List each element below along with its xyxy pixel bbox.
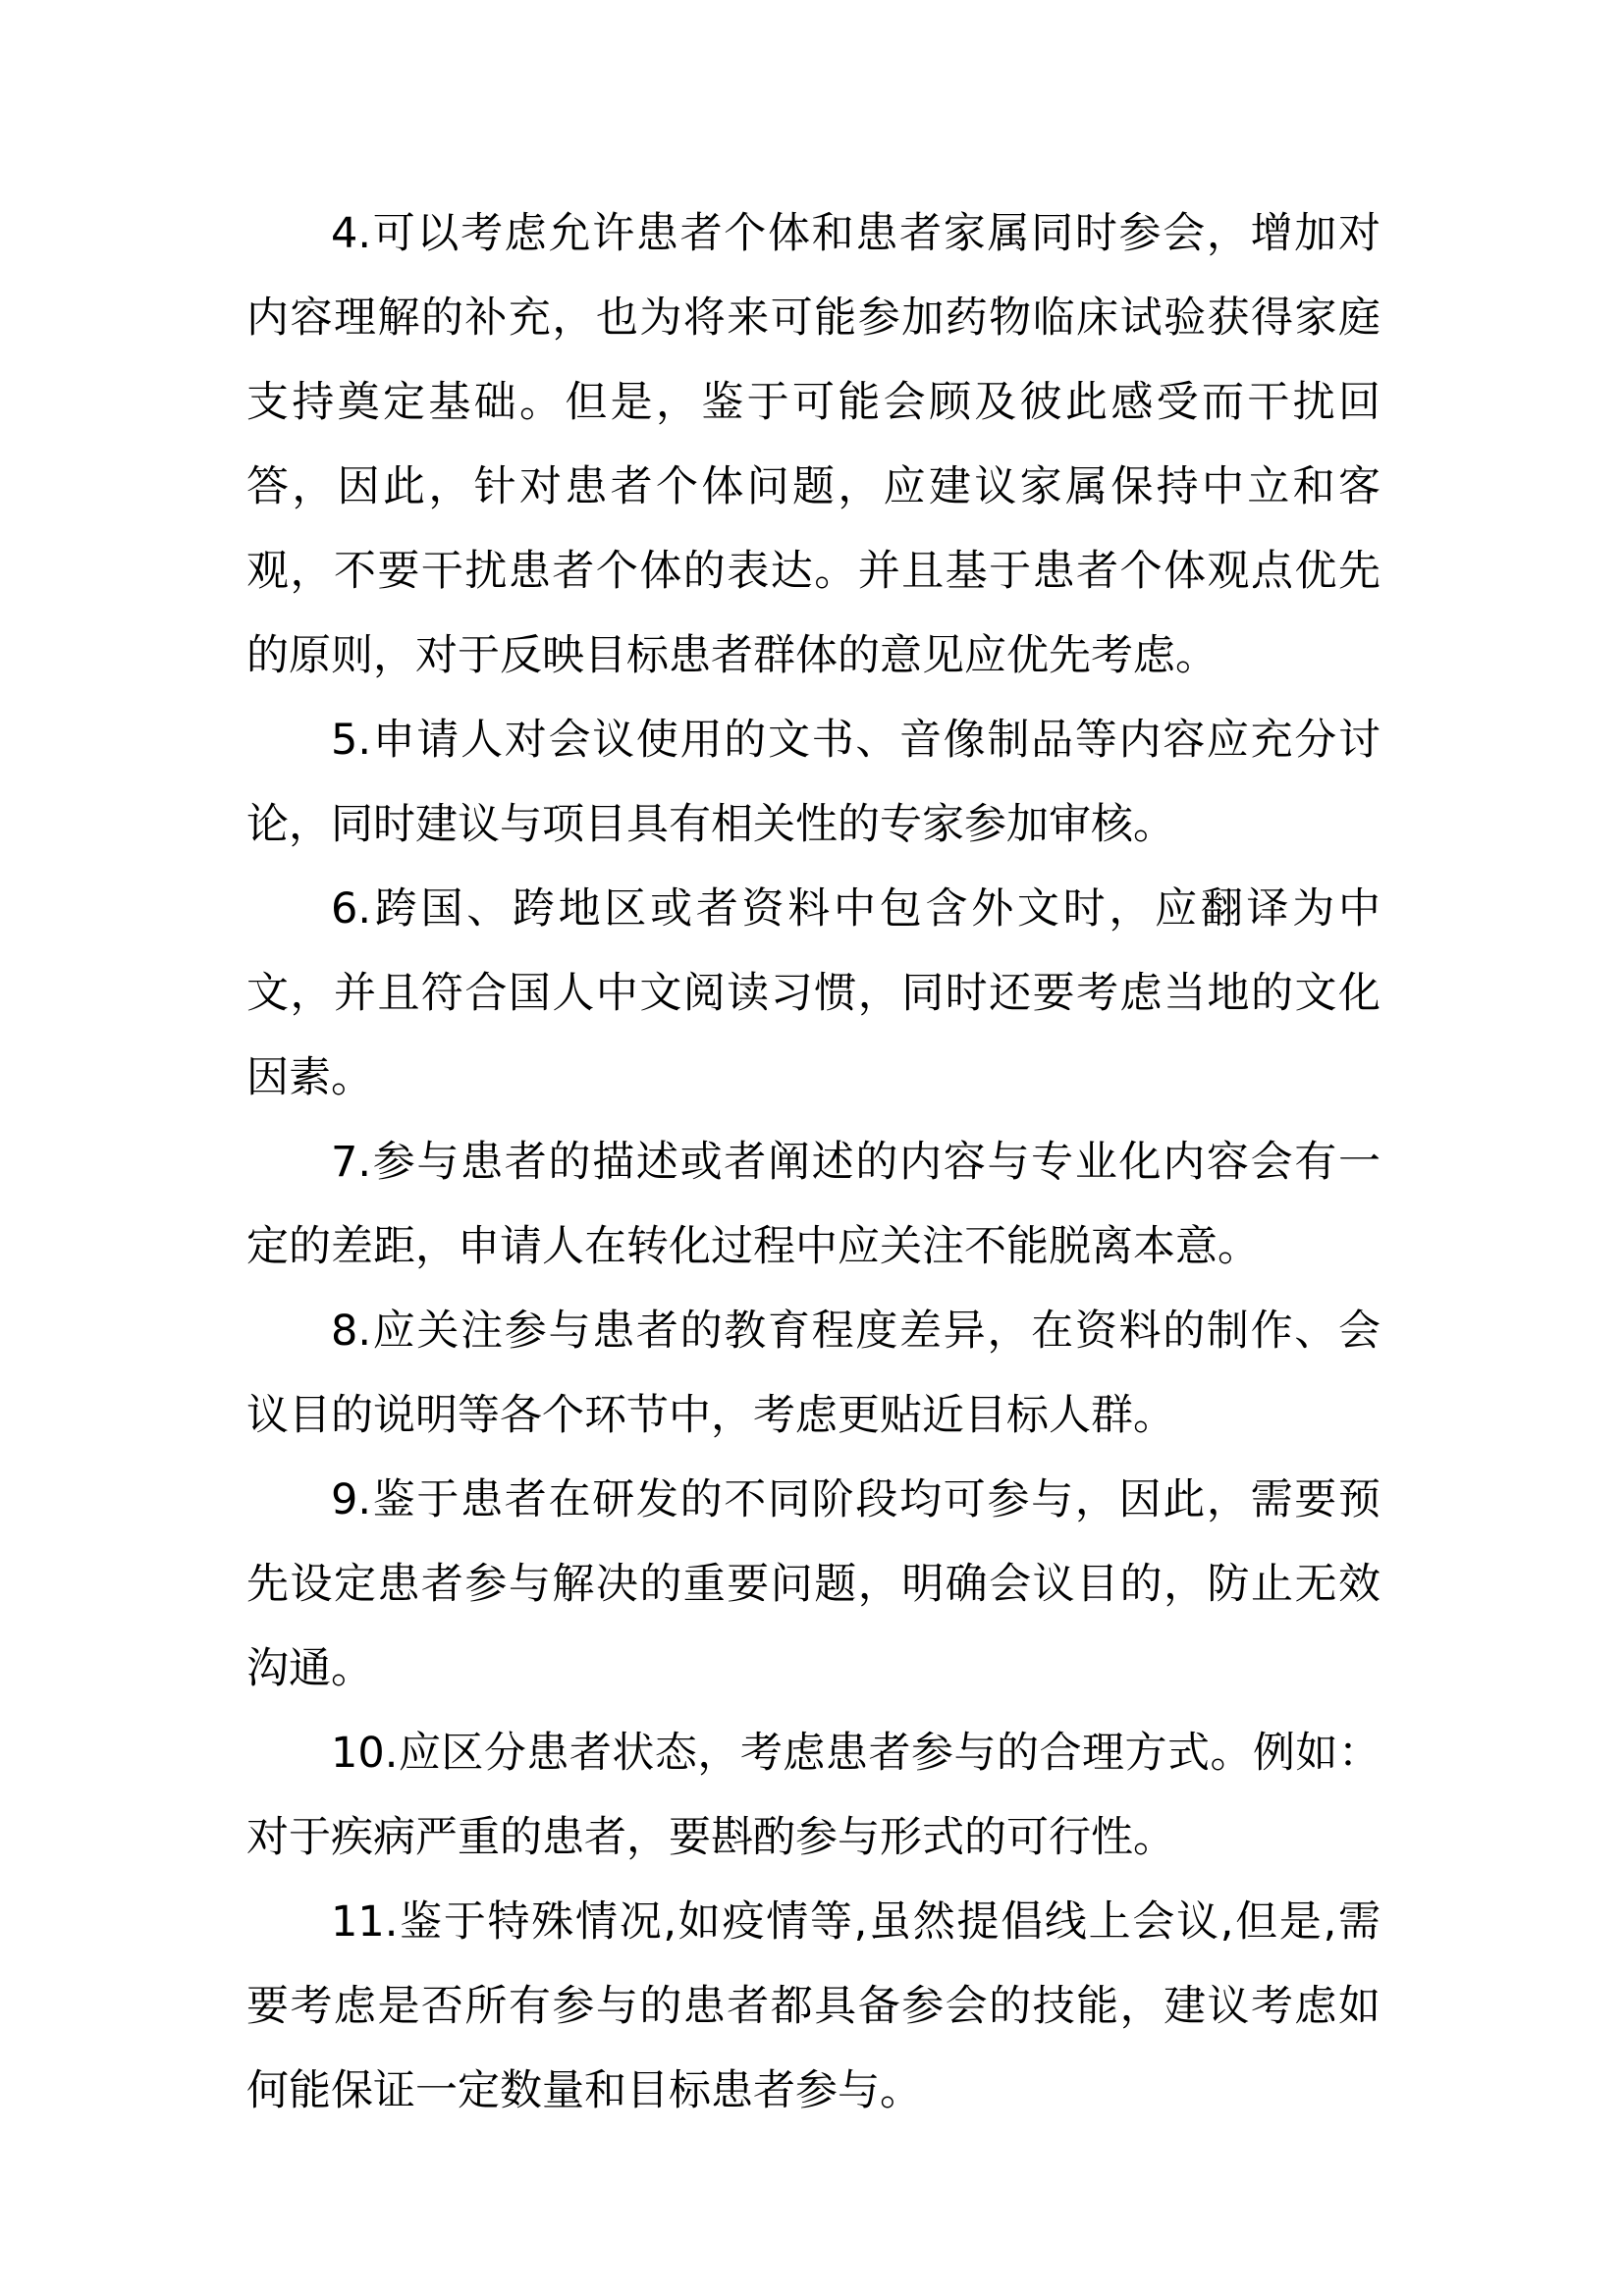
paragraph-item-7: 7.参与患者的描述或者阐述的内容与专业化内容会有一定的差距，申请人在转化过程中应关注不能脱离本意。 xyxy=(246,1138,1380,1271)
paragraph-item-9: 9.鉴于患者在研发的不同阶段均可参与，因此，需要预先设定患者参与解决的重要问题，明确会议目的，防止无效沟通。 xyxy=(246,1475,1380,1693)
paragraph-item-11: 11.鉴于特殊情况,如疫情等,虽然提倡线上会议,但是,需要考虑是否所有参与的患者都具备参会的技能，建议考虑如何能保证一定数量和目标患者参与。 xyxy=(246,1897,1380,2115)
paragraph-item-10: 10.应区分患者状态，考虑患者参与的合理方式。例如：对于疾病严重的患者，要斟酌参与形式的可行性。 xyxy=(246,1729,1380,1862)
document-content xyxy=(246,191,1380,2133)
paragraph-item-4: 4.可以考虑允许患者个体和患者家属同时参会，增加对内容理解的补充，也为将来可能参加药物临床试验获得家庭支持奠定基础。但是，鉴于可能会顾及彼此感受而干扰回答，因此，针对患者个体问题，应建议家属保持中立和客观，不要干扰患者个体的表达。并且基于患者个体观点优先的原则，对于反映目标患者群体的意见应优先考虑。 xyxy=(246,209,1380,680)
paragraph-item-8: 8.应关注参与患者的教育程度差异，在资料的制作、会议目的说明等各个环节中，考虑更贴近目标人群。 xyxy=(246,1307,1380,1440)
paragraph-item-6: 6.跨国、跨地区或者资料中包含外文时，应翻译为中文，并且符合国人中文阅读习惯，同时还要考虑当地的文化因素。 xyxy=(246,884,1380,1102)
paragraph-item-5: 5.申请人对会议使用的文书、音像制品等内容应充分讨论，同时建议与项目具有相关性的专家参加审核。 xyxy=(246,716,1380,849)
